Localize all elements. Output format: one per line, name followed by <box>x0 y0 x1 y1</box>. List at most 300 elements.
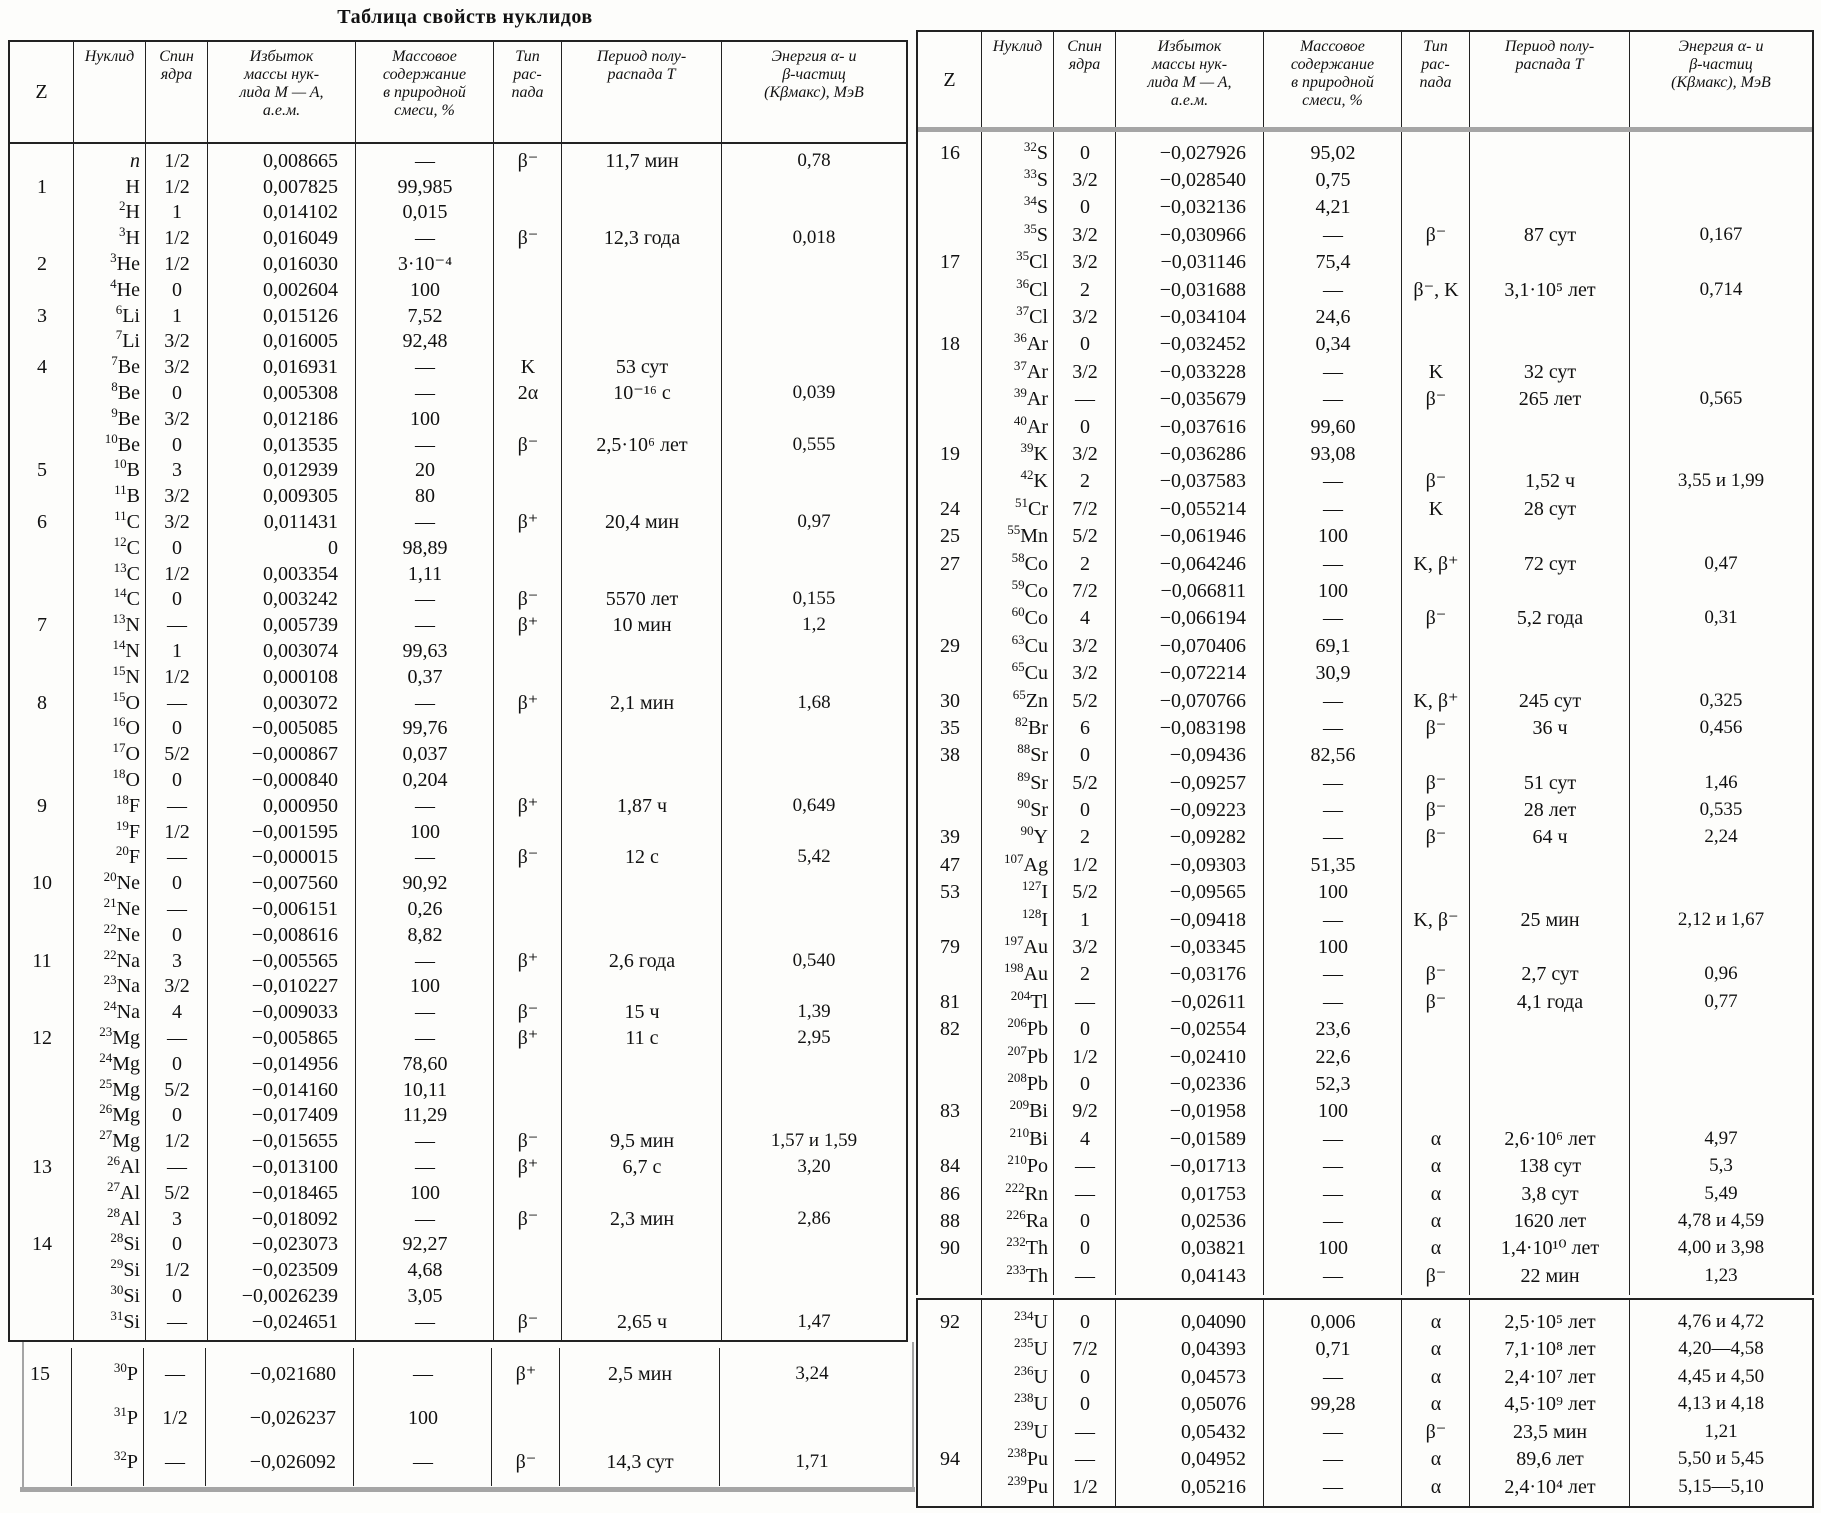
nuclide-cell <box>74 1307 146 1334</box>
table-row <box>918 1473 1812 1501</box>
spin-cell <box>146 1026 208 1050</box>
nuclide-cell <box>982 606 1054 630</box>
mass-excess-cell <box>208 1155 356 1179</box>
energy-value: 0,018 <box>792 227 836 249</box>
mass-excess-value: −0,008616 <box>251 923 338 946</box>
spin-cell <box>1054 1072 1116 1096</box>
abundance-value: 0,34 <box>1315 333 1351 356</box>
abundance-cell <box>356 820 494 844</box>
abundance-value: 4,68 <box>407 1259 443 1282</box>
energy-cell <box>720 1450 904 1474</box>
mass-number: 32 <box>113 1448 127 1463</box>
abundance-cell <box>356 200 494 224</box>
element-symbol: Be <box>117 433 140 456</box>
table-row <box>10 1128 906 1154</box>
element-symbol: Si <box>123 1233 140 1256</box>
table-row <box>918 1308 1812 1336</box>
energy-cell <box>1630 552 1812 576</box>
mass-excess-cell <box>1116 990 1264 1014</box>
decay-cell <box>494 794 562 818</box>
page-title: Таблица свойств нуклидов <box>337 6 593 28</box>
spin-value: 0 <box>172 433 182 456</box>
table-row <box>10 432 906 458</box>
nuclide-cell <box>74 404 146 431</box>
decay-cell <box>1402 497 1470 521</box>
mass-excess-value: −0,03345 <box>1169 936 1246 959</box>
spin-cell <box>1054 1337 1116 1361</box>
element-symbol: Be <box>117 356 140 379</box>
abundance-cell <box>1264 1072 1402 1096</box>
element-symbol: Sr <box>1030 744 1048 767</box>
table-row <box>10 1257 906 1283</box>
mass-excess-value: 0,000950 <box>263 794 338 817</box>
z-cell <box>918 497 982 521</box>
mass-excess-cell <box>206 1362 354 1386</box>
abundance-cell <box>1264 1017 1402 1041</box>
energy-value: 2,86 <box>797 1207 831 1229</box>
element-symbol: Si <box>123 1310 140 1333</box>
half-life-cell <box>562 949 722 973</box>
spin-cell <box>146 252 208 276</box>
mass-number: 15 <box>112 688 126 704</box>
decay-cell <box>494 355 562 379</box>
half-life-value: 2,5·10⁶ лет <box>596 433 688 456</box>
mass-number: 210 <box>1007 1152 1027 1168</box>
energy-value: 0,039 <box>792 382 836 404</box>
spin-cell <box>146 974 208 998</box>
mass-excess-value: −0,005565 <box>251 949 338 972</box>
abundance-value: 20 <box>415 459 435 482</box>
z-value: 47 <box>940 853 960 876</box>
spin-value: 5/2 <box>164 1078 190 1101</box>
decay-value: α <box>1430 1155 1442 1178</box>
element-symbol: Pu <box>1026 1475 1048 1498</box>
element-symbol: N <box>125 665 140 688</box>
abundance-cell <box>1264 661 1402 685</box>
mass-number: 22 <box>103 946 117 962</box>
abundance-cell <box>1264 1264 1402 1288</box>
z-value: 24 <box>940 497 960 520</box>
table-row <box>918 440 1812 467</box>
spin-cell <box>1054 195 1116 219</box>
element-symbol: S <box>1036 141 1048 164</box>
half-life-value: 64 ч <box>1532 826 1568 849</box>
element-symbol: Bi <box>1029 1100 1048 1123</box>
element-symbol: Co <box>1024 552 1048 575</box>
abundance-cell <box>354 1362 492 1386</box>
mass-excess-value: −0,02336 <box>1169 1072 1246 1095</box>
table-row <box>918 851 1812 878</box>
spin-value: 0 <box>1080 333 1090 356</box>
element-symbol: Co <box>1024 607 1048 630</box>
mass-excess-value: −0,064246 <box>1159 552 1246 575</box>
table-row <box>10 200 906 226</box>
spin-value: 0 <box>172 382 182 405</box>
abundance-value: — <box>415 1001 435 1024</box>
abundance-value: — <box>1323 1475 1343 1498</box>
element-symbol: Cr <box>1028 497 1048 520</box>
mass-number: 222 <box>1005 1179 1025 1195</box>
decay-cell <box>494 587 562 611</box>
mass-excess-value: 0,016049 <box>263 227 338 250</box>
spin-cell <box>146 665 208 689</box>
half-life-value: 36 ч <box>1532 716 1568 739</box>
decay-value: α <box>1430 1237 1442 1260</box>
half-life-value: 2,6·10⁶ лет <box>1504 1127 1596 1150</box>
energy-value: 5,15—5,10 <box>1678 1475 1764 1497</box>
mass-number: 23 <box>103 972 117 988</box>
decay-value: β⁻ <box>1425 990 1447 1013</box>
half-life-cell <box>1470 990 1630 1014</box>
abundance-value: — <box>1323 1182 1343 1205</box>
decay-value: β⁻ <box>1425 1420 1447 1443</box>
mass-excess-cell <box>208 407 356 431</box>
mass-excess-cell <box>208 1258 356 1282</box>
element-symbol: Br <box>1028 716 1048 739</box>
half-life-value: 72 сут <box>1523 552 1577 575</box>
spin-cell <box>1054 360 1116 384</box>
energy-cell <box>1630 1420 1812 1444</box>
bottom-rule <box>20 1487 915 1492</box>
mass-excess-value: 0,016030 <box>263 253 338 276</box>
mass-excess-value: −0,023073 <box>251 1233 338 1256</box>
z-value: 10 <box>32 872 52 895</box>
spin-value: — <box>167 898 187 920</box>
decay-value: α <box>1430 1365 1442 1388</box>
element-symbol: S <box>1036 196 1048 219</box>
nuclide-cell <box>74 897 146 921</box>
element-symbol: Pu <box>1026 1448 1048 1471</box>
element-symbol: H <box>125 227 140 250</box>
half-life-value: 7,1·10⁸ лет <box>1504 1338 1596 1361</box>
mass-number: 7 <box>111 353 118 369</box>
nuclide-cell <box>982 275 1054 302</box>
mass-number: 36 <box>1016 275 1030 291</box>
abundance-cell <box>356 1155 494 1179</box>
table-row <box>918 577 1812 604</box>
abundance-cell <box>356 974 494 998</box>
spin-value: 0 <box>1080 1072 1090 1095</box>
abundance-cell <box>356 665 494 689</box>
mass-number: 26 <box>99 1101 113 1117</box>
abundance-value: — <box>1323 1420 1343 1443</box>
spin-cell <box>146 1078 208 1102</box>
table-row <box>918 550 1812 577</box>
abundance-value: — <box>415 614 435 637</box>
abundance-value: 0,71 <box>1315 1338 1351 1361</box>
nuclide-cell <box>74 688 146 715</box>
spin-cell <box>1054 332 1116 356</box>
spin-cell <box>146 562 208 586</box>
spin-value: 0 <box>172 923 182 946</box>
z-cell <box>10 871 74 895</box>
decay-value: β⁻ <box>1425 963 1447 986</box>
nuclide-table-right-continuation <box>916 1298 1814 1508</box>
abundance-value: — <box>415 1155 435 1178</box>
spin-value: — <box>1075 1448 1095 1471</box>
decay-cell <box>494 149 562 173</box>
abundance-value: — <box>1323 497 1343 520</box>
header-half-life: Период полу- распада T <box>1470 32 1630 127</box>
energy-value: 0,649 <box>792 794 836 816</box>
decay-value: β⁺ <box>517 1026 539 1049</box>
mass-excess-cell <box>1116 962 1264 986</box>
half-life-cell <box>1470 1209 1630 1233</box>
abundance-value: — <box>413 1363 433 1385</box>
spin-cell <box>1054 1045 1116 1069</box>
abundance-cell <box>1264 825 1402 849</box>
abundance-value: — <box>1323 1155 1343 1178</box>
energy-value: 2,95 <box>797 1026 831 1048</box>
mass-excess-value: 0,008665 <box>263 149 338 172</box>
element-symbol: Au <box>1023 963 1048 986</box>
mass-excess-value: −0,024651 <box>251 1310 338 1333</box>
z-value: 14 <box>32 1233 52 1256</box>
mass-number: 39 <box>1020 439 1034 455</box>
mass-excess-cell <box>208 433 356 457</box>
abundance-value: — <box>1323 771 1343 794</box>
mass-number: 10 <box>113 456 127 472</box>
element-symbol: Cu <box>1024 634 1048 657</box>
decay-value: β⁺ <box>517 1155 539 1178</box>
energy-value: 0,97 <box>797 511 831 533</box>
abundance-value: 100 <box>408 1407 438 1429</box>
element-symbol: Be <box>117 407 140 430</box>
abundance-value: — <box>415 1310 435 1333</box>
element-symbol: Mg <box>112 1130 140 1153</box>
nuclide-cell <box>74 1129 146 1153</box>
half-life-cell <box>562 355 722 379</box>
element-symbol: U <box>1033 1365 1048 1388</box>
abundance-value: 0,204 <box>402 769 448 792</box>
element-symbol: Ne <box>116 898 140 920</box>
half-life-cell <box>1470 1447 1630 1471</box>
header-energy: Энергия α- и β-частиц (Kβмакс), МэВ <box>764 48 864 101</box>
nuclide-cell <box>74 533 146 560</box>
spin-value: — <box>167 1026 187 1049</box>
energy-cell <box>720 1362 904 1386</box>
spin-cell <box>146 897 208 921</box>
mass-excess-cell <box>1116 771 1264 795</box>
energy-cell <box>1630 771 1812 795</box>
half-life-value: 12 с <box>625 846 659 869</box>
mass-excess-value: 0,04090 <box>1181 1310 1246 1333</box>
spin-value: 5/2 <box>164 743 190 766</box>
nuclide-cell <box>74 200 146 224</box>
mass-excess-cell <box>208 1232 356 1256</box>
half-life-value: 3,8 сут <box>1521 1182 1579 1205</box>
nuclide-cell <box>982 880 1054 904</box>
mass-excess-value: −0,023509 <box>251 1259 338 1282</box>
abundance-cell <box>356 355 494 379</box>
abundance-cell <box>356 1232 494 1256</box>
element-symbol: S <box>1036 169 1048 192</box>
mass-excess-cell <box>208 1026 356 1050</box>
decay-cell <box>494 226 562 250</box>
table-row <box>918 386 1812 413</box>
decay-value: β⁻ <box>515 1451 537 1473</box>
mass-number: 210 <box>1009 1124 1030 1140</box>
half-life-cell <box>562 226 722 250</box>
table-row <box>10 1309 906 1335</box>
element-symbol: Ar <box>1026 360 1048 383</box>
abundance-cell <box>356 1129 494 1153</box>
abundance-value: 0,037 <box>402 743 448 766</box>
mass-number: 208 <box>1007 1069 1027 1085</box>
abundance-value: — <box>415 588 435 611</box>
table-row <box>10 1051 906 1077</box>
spin-cell <box>146 355 208 379</box>
abundance-value: — <box>1323 223 1343 246</box>
nuclide-cell <box>982 798 1054 822</box>
decay-value: α <box>1430 1448 1442 1471</box>
z-cell <box>10 458 74 482</box>
decay-cell <box>1402 1182 1470 1206</box>
decay-cell <box>1402 1209 1470 1233</box>
z-cell <box>10 1026 74 1050</box>
abundance-cell <box>1264 1420 1402 1444</box>
nuclide-cell <box>982 1124 1054 1151</box>
spin-value: — <box>1075 990 1095 1013</box>
energy-value: 0,47 <box>1704 552 1738 574</box>
abundance-cell <box>1264 880 1402 904</box>
energy-value: 1,47 <box>797 1310 831 1332</box>
mass-excess-cell <box>1116 1420 1264 1444</box>
element-symbol: C <box>126 588 140 611</box>
decay-value: K <box>520 356 536 379</box>
table-row <box>10 587 906 613</box>
abundance-value: — <box>415 1026 435 1049</box>
element-symbol: He <box>116 278 140 301</box>
energy-cell <box>722 587 906 611</box>
decay-cell <box>1402 1365 1470 1389</box>
decay-cell <box>1402 552 1470 576</box>
header-spin: Спин ядра <box>146 42 208 142</box>
header-abundance: Массовое содержание в природной смеси, % <box>1264 32 1402 127</box>
table-row <box>918 221 1812 248</box>
mass-excess-cell <box>1116 606 1264 630</box>
mass-excess-cell <box>1116 716 1264 740</box>
mass-number: 89 <box>1017 768 1031 784</box>
spin-cell <box>1054 1017 1116 1041</box>
element-symbol: F <box>128 820 140 843</box>
mass-excess-cell <box>1116 935 1264 959</box>
table-row <box>10 664 906 690</box>
spin-value: 5/2 <box>1072 771 1098 794</box>
abundance-value: — <box>415 949 435 972</box>
mass-number: 235 <box>1014 1335 1034 1351</box>
decay-cell <box>1402 771 1470 795</box>
element-symbol: Co <box>1024 579 1048 602</box>
element-symbol: Mg <box>112 1078 140 1101</box>
element-symbol: Th <box>1025 1237 1048 1260</box>
abundance-value: 99,60 <box>1310 415 1356 438</box>
mass-excess-cell <box>1116 825 1264 849</box>
z-value: 25 <box>940 525 960 548</box>
mass-excess-cell <box>1116 1209 1264 1233</box>
z-value: 94 <box>940 1448 960 1471</box>
mass-excess-cell <box>208 1078 356 1102</box>
table-row <box>10 148 906 174</box>
energy-value: 1,46 <box>1704 771 1738 793</box>
spin-value: 1/2 <box>164 149 190 172</box>
mass-excess-cell <box>1116 278 1264 302</box>
z-cell <box>10 691 74 715</box>
mass-excess-cell <box>1116 223 1264 247</box>
z-cell <box>10 510 74 534</box>
half-life-value: 1620 лет <box>1513 1209 1587 1232</box>
element-symbol: Si <box>123 1259 140 1282</box>
mass-excess-value: −0,000015 <box>251 846 338 869</box>
half-life-value: 2,4·10⁴ лет <box>1504 1475 1596 1498</box>
decay-cell <box>492 1450 560 1474</box>
spin-value: 3/2 <box>164 330 190 353</box>
spin-value: — <box>1075 1420 1095 1443</box>
mass-excess-value: 0,01753 <box>1181 1182 1246 1205</box>
mass-excess-cell <box>1116 1072 1264 1096</box>
decay-value: β⁻ <box>517 846 539 869</box>
nuclide-cell <box>982 850 1054 877</box>
abundance-value: — <box>415 356 435 379</box>
mass-excess-value: −0,013100 <box>251 1155 338 1178</box>
decay-value: β⁺ <box>517 614 539 637</box>
mass-excess-cell <box>208 381 356 405</box>
table-row <box>918 1016 1812 1043</box>
mass-excess-value: 0,011431 <box>263 511 338 534</box>
mass-number: 9 <box>111 404 118 420</box>
spin-value: 2 <box>1080 826 1090 849</box>
decay-cell <box>1402 360 1470 384</box>
mass-excess-value: −0,02410 <box>1169 1045 1246 1068</box>
abundance-cell <box>356 1310 494 1334</box>
spin-value: 5/2 <box>1072 689 1098 712</box>
mass-excess-cell <box>208 794 356 818</box>
mass-excess-cell <box>208 484 356 508</box>
half-life-cell <box>562 691 722 715</box>
abundance-value: 52,3 <box>1315 1072 1351 1095</box>
half-life-value: 15 ч <box>624 1001 660 1024</box>
mass-excess-value: 0,003074 <box>263 640 338 663</box>
nuclide-cell <box>982 713 1054 740</box>
mass-number: 63 <box>1011 631 1025 647</box>
element-symbol: Li <box>122 304 140 327</box>
nuclide-cell <box>982 305 1054 329</box>
decay-cell <box>494 691 562 715</box>
half-life-value: 10 мин <box>612 614 672 637</box>
spin-value: 2 <box>1080 278 1090 301</box>
nuclide-cell <box>74 974 146 998</box>
decay-cell <box>1402 606 1470 630</box>
energy-value: 2,24 <box>1704 826 1738 848</box>
spin-value: 1/2 <box>164 562 190 585</box>
element-symbol: Li <box>122 330 140 353</box>
energy-cell <box>722 1129 906 1153</box>
abundance-value: 24,6 <box>1315 306 1351 329</box>
table-body <box>10 148 906 1335</box>
mass-number: 35 <box>1023 220 1037 236</box>
decay-cell <box>494 613 562 637</box>
z-value: 3 <box>37 304 47 327</box>
abundance-value: 100 <box>410 820 440 843</box>
energy-cell <box>1630 469 1812 493</box>
half-life-value: 20,4 мин <box>604 511 680 534</box>
element-symbol: N <box>125 640 140 663</box>
abundance-cell <box>1264 1236 1402 1260</box>
z-value: 29 <box>940 634 960 657</box>
abundance-cell <box>356 562 494 586</box>
abundance-value: 90,92 <box>402 872 448 895</box>
table-row <box>10 1154 906 1180</box>
